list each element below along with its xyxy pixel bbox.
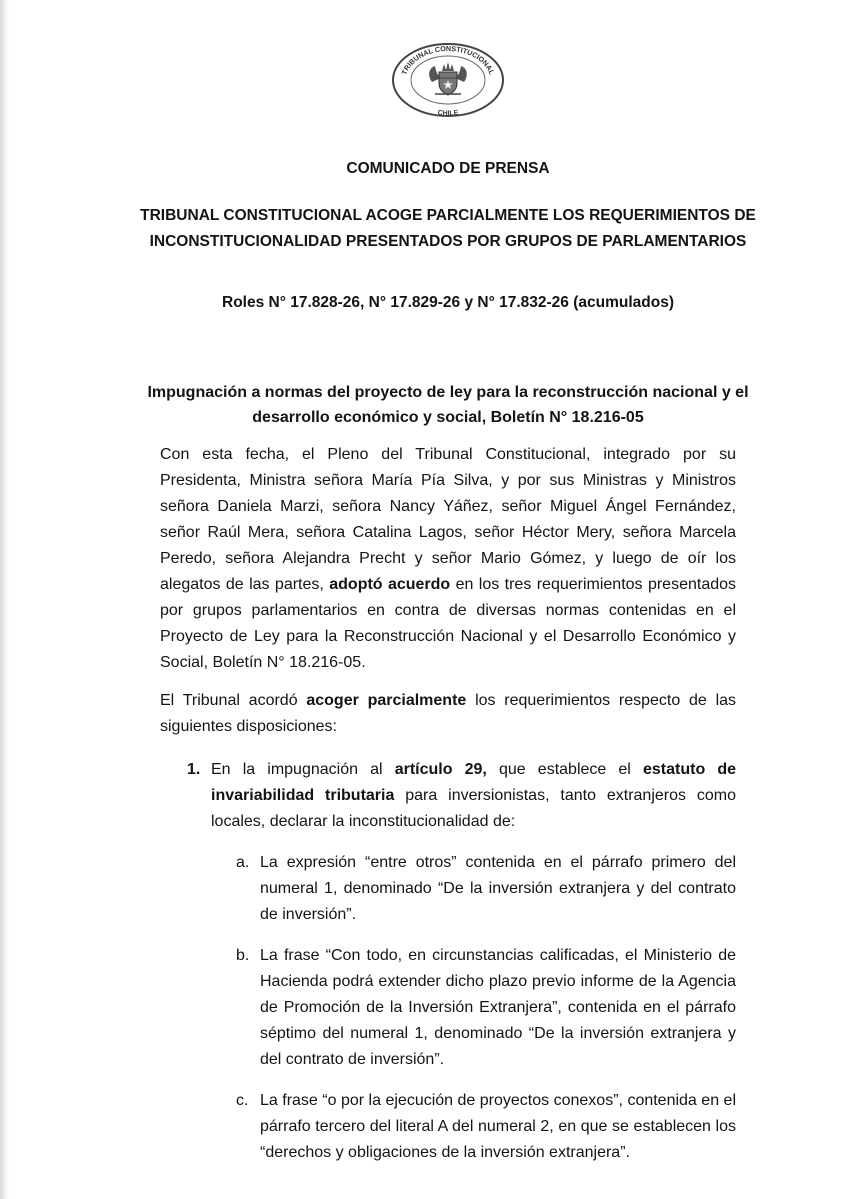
- coat-of-arms-icon: [429, 62, 467, 95]
- paragraph-agreement-text-end: los requerimientos respecto de las siguientes disposiciones:: [160, 692, 737, 735]
- subitem-text: La frase “Con todo, en circunstancias calificadas, el Ministerio de Hacienda podrá extender dicho plazo previo informe de la Agencia de Promoción de la Inversión Extranjera”, contenida en el párrafo séptimo del numeral 1, denominado “De la inversión extranjera y del contrato de inversión”.: [260, 947, 736, 1068]
- seal-bottom-text: CHILE: [437, 109, 459, 118]
- list-item-article-29: [211, 757, 736, 835]
- seal-top-text: TRIBUNAL CONSTITUCIONAL: [399, 43, 497, 77]
- list-item-emphasis: estatuto de invariabilidad tributaria: [211, 761, 737, 804]
- subitem-label: a.: [236, 854, 250, 871]
- paragraph-agreement-emphasis: acoger parcialmente: [306, 692, 467, 709]
- list-item-text: para inversionistas, tanto extranjeros como locales, declarar la inconstitucionalidad de:: [211, 787, 736, 830]
- svg-text:CHILE: [437, 109, 459, 117]
- tribunal-constitucional-seal: [391, 42, 505, 118]
- paragraph-ruling-emphasis: adoptó acuerdo: [329, 576, 451, 593]
- subitem-text: La expresión “entre otros” contenida en el párrafo primero del numeral 1, denominado “De la inversión extranjera y del contrato de inversión”.: [260, 854, 736, 923]
- paragraph-agreement: [160, 688, 736, 740]
- paragraph-ruling-text-end: en los tres requerimientos presentados por grupos parlamentarios en contra de diversas normas contenidas en el Proyecto de Ley para la Reconstrucción Nacional y el Desarrollo Económico y Social, Boletín N° 18.216-05.: [160, 576, 737, 671]
- subitem-label: b.: [236, 947, 250, 964]
- paragraph-ruling: [160, 442, 736, 676]
- subitem-label: c.: [236, 1092, 249, 1109]
- list-item-emphasis: artículo 29,: [394, 761, 487, 778]
- list-item-text: que establece el: [486, 761, 643, 778]
- press-release-label: COMUNICADO DE PRENSA: [346, 160, 550, 177]
- subitem-text: La frase “o por la ejecución de proyectos conexos”, contenida en el párrafo tercero del literal A del numeral 2, en que se establecen los “derechos y obligaciones de la inversión extranjera”.: [260, 1092, 736, 1161]
- subheading: Impugnación a normas del proyecto de ley para la reconstrucción nacional y el desarrollo económico y social, Boletín N° 18.216-05: [147, 384, 749, 426]
- list-item-text: En la impugnación al: [211, 761, 395, 778]
- page-edge-shadow: [0, 0, 9, 1199]
- paragraph-agreement-text: El Tribunal acordó: [160, 692, 307, 709]
- headline: TRIBUNAL CONSTITUCIONAL ACOGE PARCIALMENTE LOS REQUERIMIENTOS DE INCONSTITUCIONALIDAD PRESENTADOS POR GRUPOS DE PARLAMENTARIOS: [140, 207, 756, 250]
- case-roles: Roles N° 17.828-26, N° 17.829-26 y N° 17.832-26 (acumulados): [222, 294, 674, 311]
- paragraph-ruling-text: Con esta fecha, el Pleno del Tribunal Constitucional, integrado por su Presidenta, Ministra señora María Pía Silva, y por sus Ministras y Ministros señora Daniela Marzi, señora Nancy Yáñez, señor Miguel Ángel Fernández, señor Raúl Mera, señora Catalina Lagos, señor Héctor Mery, señora Marcela Peredo, señora Alejandra Precht y señor Mario Gómez, y luego de oír los alegatos de las partes,: [160, 446, 736, 593]
- list-item-number: 1.: [187, 761, 201, 778]
